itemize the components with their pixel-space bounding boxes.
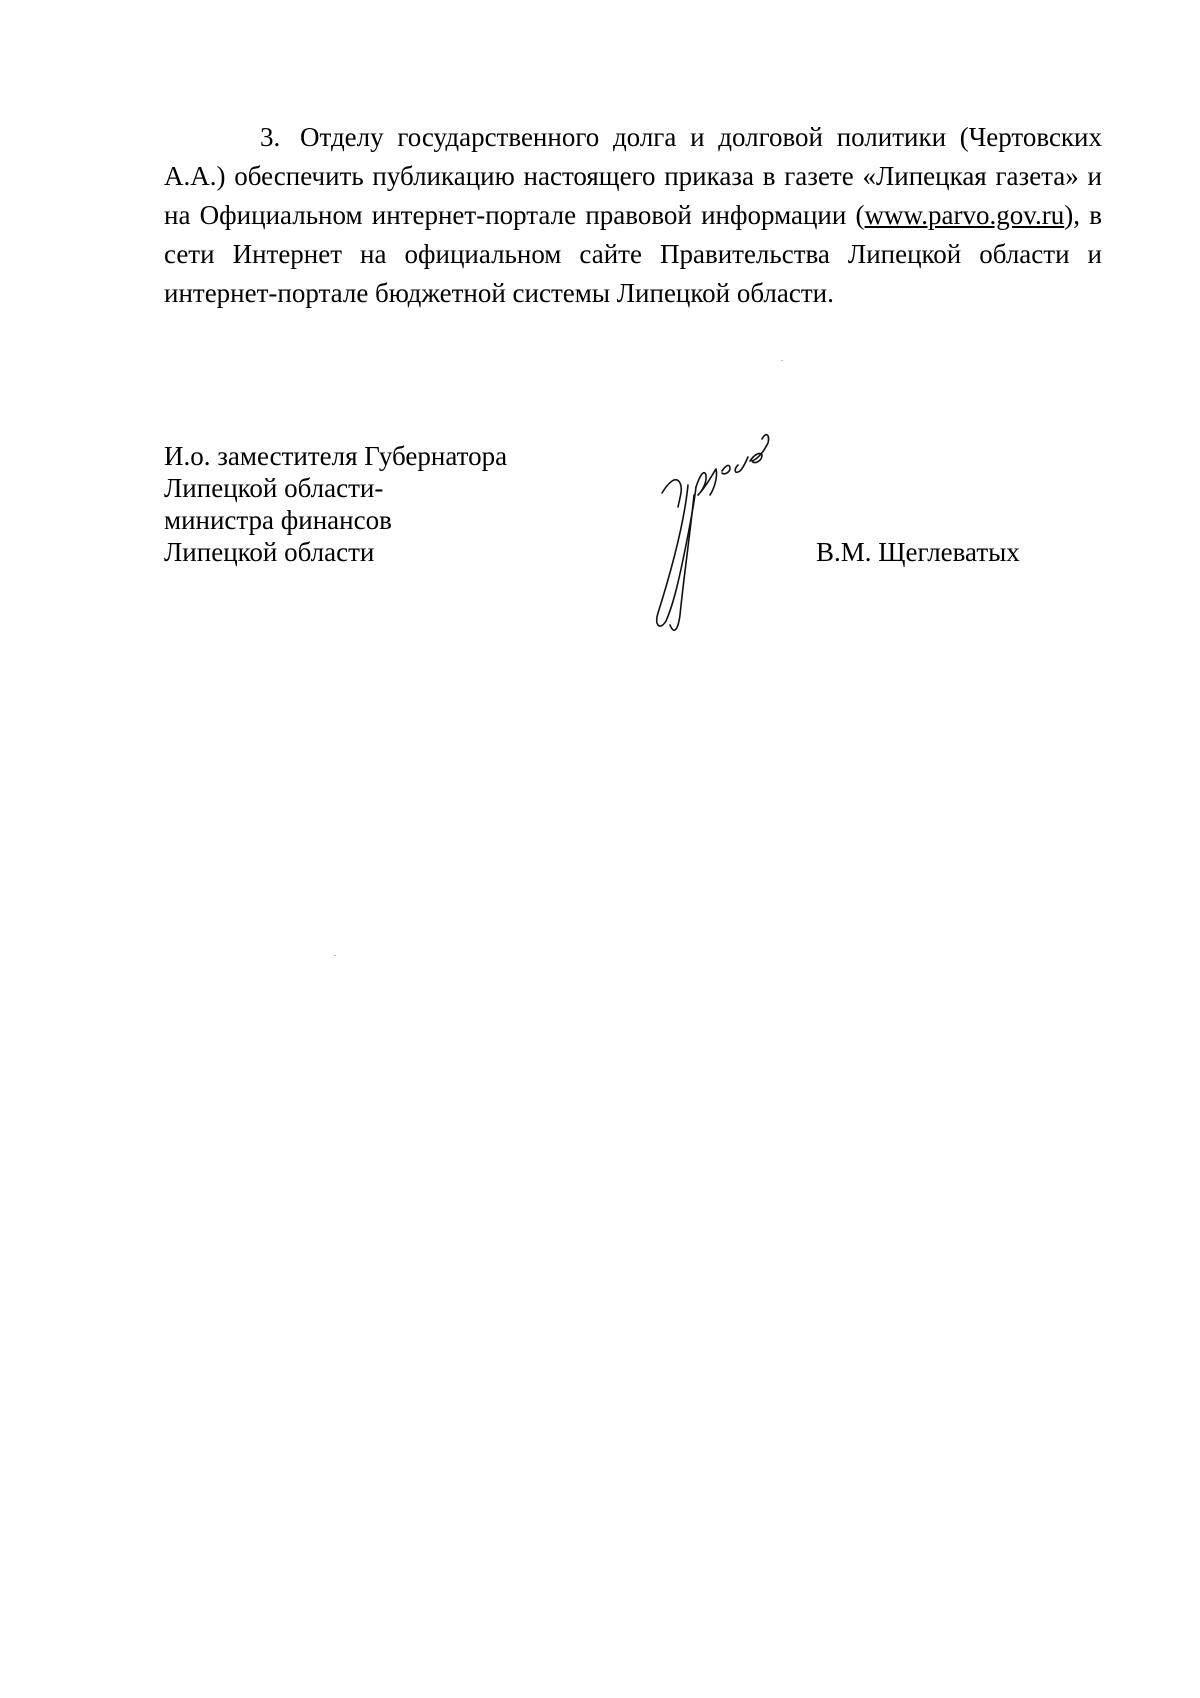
scan-speck	[334, 955, 336, 956]
paragraph-item-3	[164, 118, 1102, 313]
signatory-title	[164, 440, 507, 568]
paragraph-text-part2: ), в сети Интернет на официальном сайте Правительства Липецкой области и интернет-портале бюджетной системы Липецкой области.	[164, 200, 1102, 308]
signatory-title-line: Липецкой области-	[164, 473, 384, 503]
portal-link[interactable]: www.parvo.gov.ru	[864, 200, 1065, 230]
signer-name: В.М. Щеглеватых	[816, 537, 1020, 567]
signatory-title-line: министра финансов	[164, 505, 392, 535]
scan-speck	[781, 360, 783, 361]
signatory-title-line: Липецкой области	[164, 537, 375, 567]
signatory-title-line: И.о. заместителя Губернатора	[164, 441, 508, 471]
paragraph-text-part1: Отделу государственного долга и долговой политики (Чертовских А.А.) обеспечить публикацию настоящего приказа в газете «Липецкая газета» и на Официальном интернет-портале правовой информации (	[164, 122, 1102, 230]
item-number: 3.	[260, 122, 281, 152]
